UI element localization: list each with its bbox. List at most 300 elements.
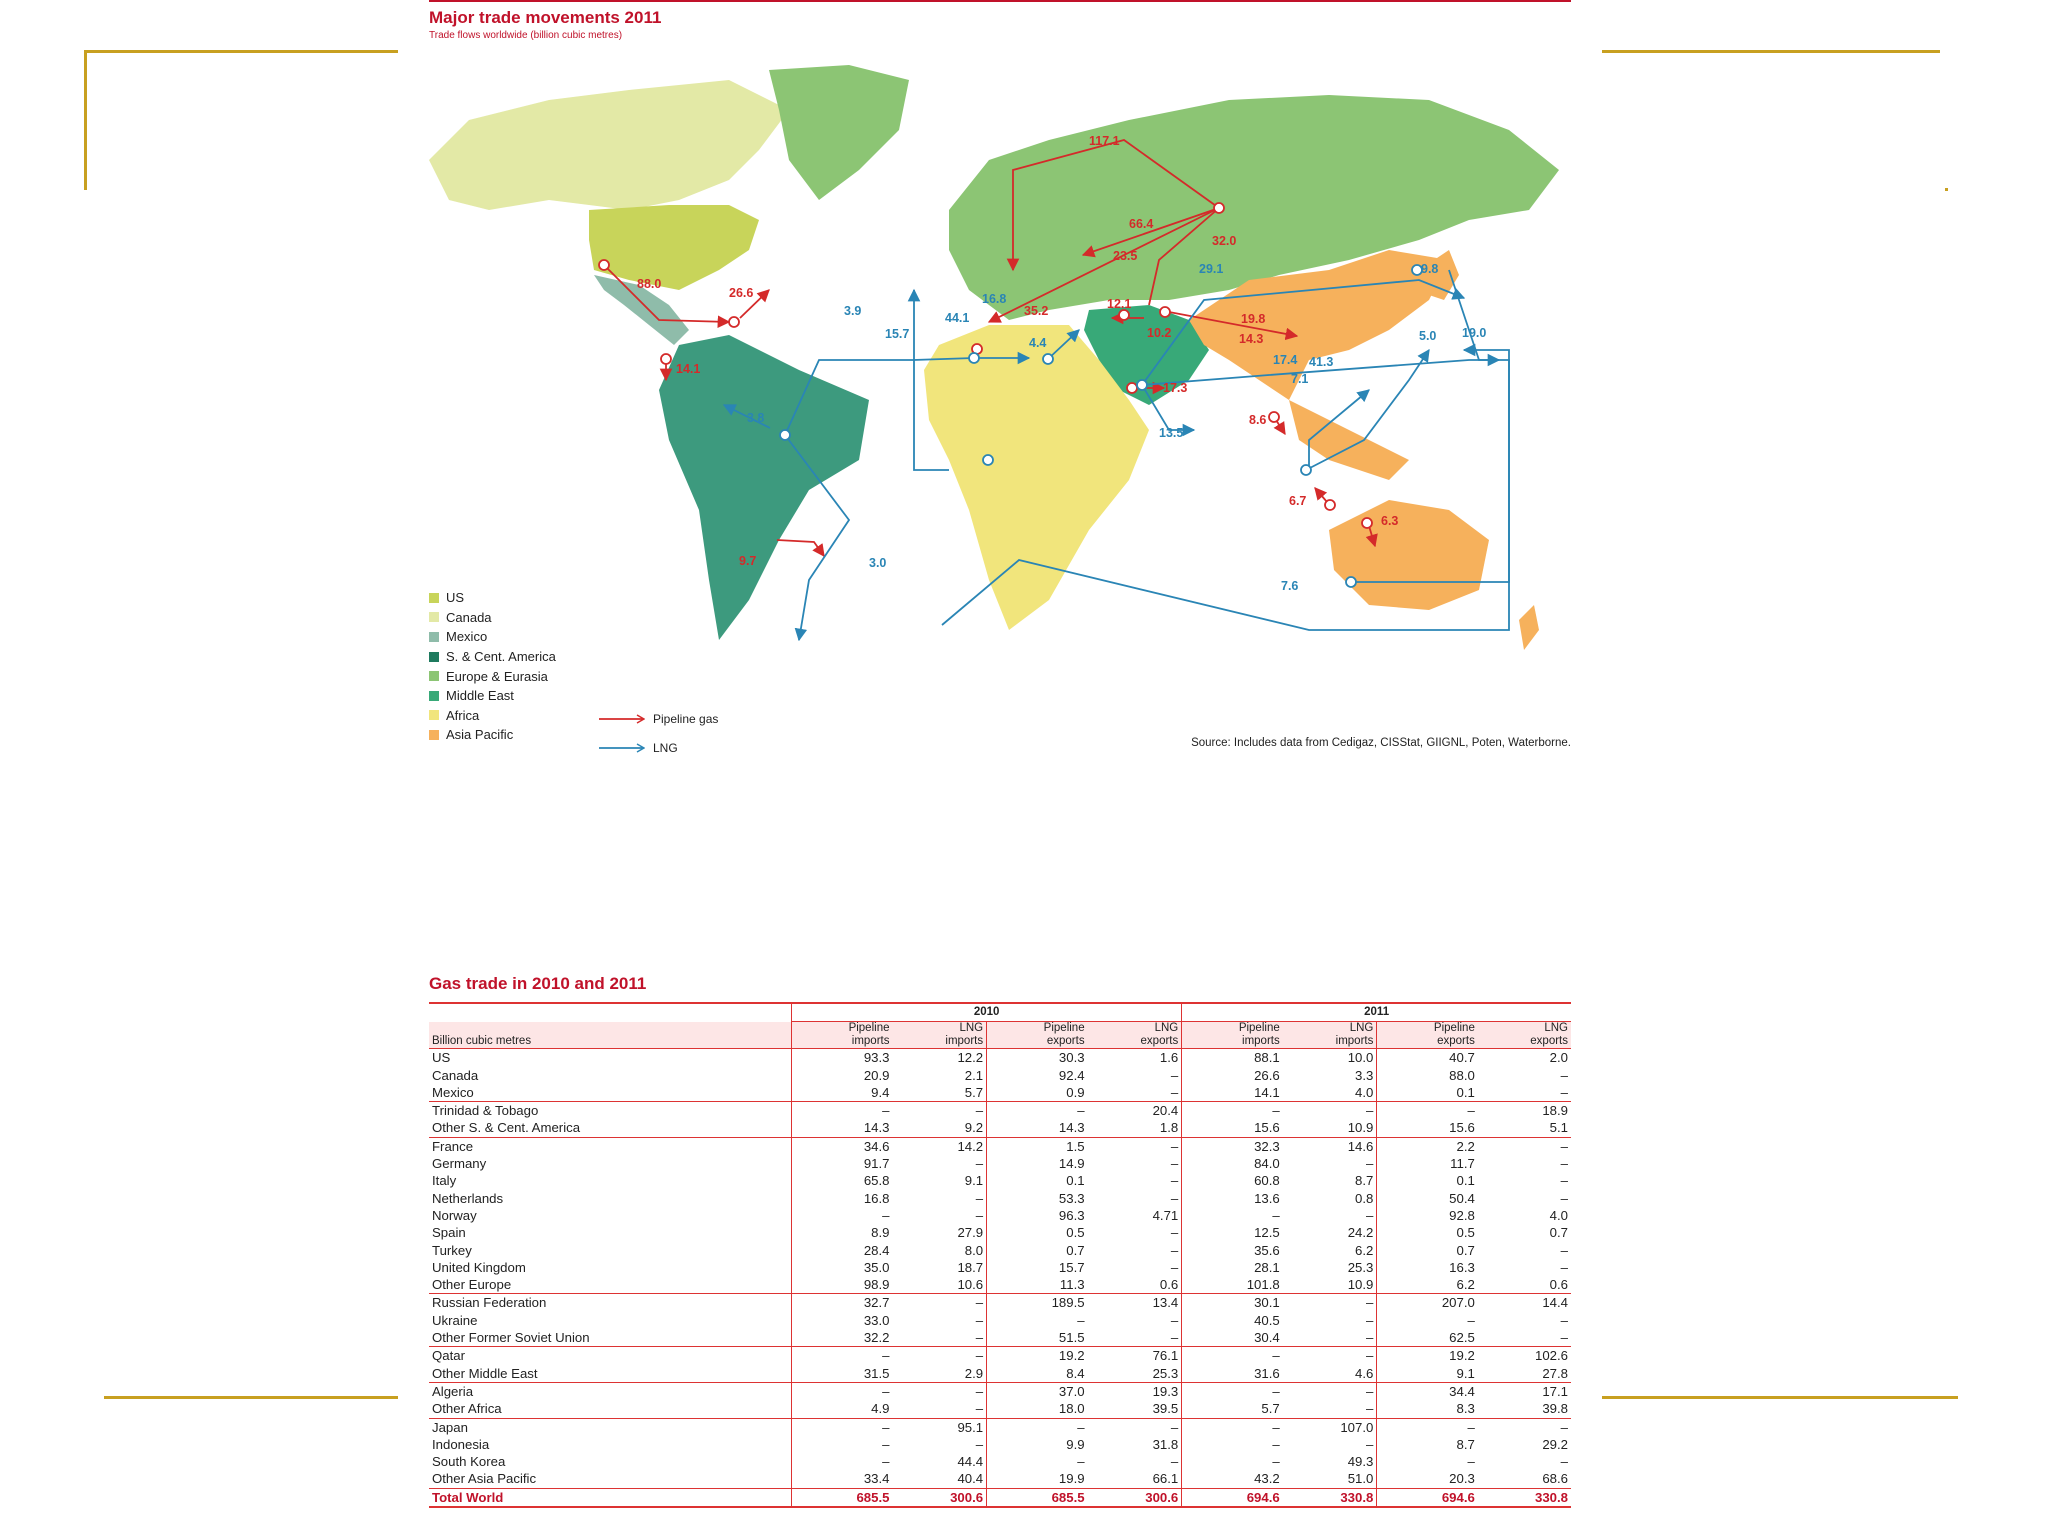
table-cell: 66.1 xyxy=(1152,1471,1179,1487)
table-cell: 88.0 xyxy=(1377,1067,1478,1084)
table-row xyxy=(429,1294,1571,1312)
table-cell: 0.5 xyxy=(987,1224,1088,1241)
table-cell: 16.3 xyxy=(1377,1259,1478,1276)
table-cell: – xyxy=(1560,1259,1568,1275)
flow-label: 12.1 xyxy=(1107,297,1132,311)
table-cell: 685.5 xyxy=(987,1488,1088,1507)
table-cell: 68.6 xyxy=(1542,1471,1568,1487)
table-cell: 5.1 xyxy=(1549,1120,1568,1136)
table-cell: 3.3 xyxy=(1355,1067,1374,1083)
table-cell: – xyxy=(1170,1173,1179,1189)
table-cell: 300.6 xyxy=(892,1488,986,1507)
table-cell: 96.3 xyxy=(987,1207,1088,1224)
decorative-dot-right xyxy=(1945,188,1948,191)
table-cell: 14.3 xyxy=(987,1119,1088,1137)
table-cell: 8.4 xyxy=(987,1365,1088,1383)
flow-label: 19.0 xyxy=(1462,326,1487,340)
table-cell: 34.4 xyxy=(1377,1382,1478,1400)
table-cell: – xyxy=(1366,1312,1374,1328)
table-cell: – xyxy=(1377,1453,1478,1470)
table-row xyxy=(429,1312,1571,1329)
flow-label: 29.1 xyxy=(1199,262,1224,276)
table-cell: 98.9 xyxy=(792,1276,893,1294)
table-cell: 27.9 xyxy=(957,1225,984,1241)
row-label: Trinidad & Tobago xyxy=(429,1102,792,1120)
table-cell: – xyxy=(975,1312,984,1328)
table-cell: 9.4 xyxy=(792,1084,893,1102)
table-cell: 14.1 xyxy=(1182,1084,1283,1102)
flow-label: 3.8 xyxy=(747,411,765,425)
table-row xyxy=(429,1347,1571,1365)
row-label: France xyxy=(429,1137,792,1155)
region-new-zealand xyxy=(1519,605,1539,650)
column-header: Pipeline exports xyxy=(1377,1022,1478,1049)
row-label: Germany xyxy=(432,1156,487,1172)
legend-item-lng xyxy=(599,733,718,762)
row-label: Indonesia xyxy=(432,1436,490,1452)
table-cell: 27.8 xyxy=(1542,1365,1568,1381)
table-cell: 40.7 xyxy=(1377,1049,1478,1067)
table-cell: 19.2 xyxy=(1377,1347,1478,1365)
legend-item-middle-east xyxy=(429,686,556,706)
flow-label: 6.3 xyxy=(1381,514,1399,528)
table-row xyxy=(429,1488,1571,1507)
table-cell: 101.8 xyxy=(1182,1276,1283,1294)
map-subtitle: Trade flows worldwide (billion cubic metres) xyxy=(429,30,623,41)
table-cell: 107.0 xyxy=(1283,1418,1377,1436)
table-cell: – xyxy=(975,1190,984,1206)
flow-label: 6.7 xyxy=(1289,494,1307,508)
table-row xyxy=(429,1084,1571,1102)
table-cell: 35.6 xyxy=(1182,1242,1283,1259)
legend-label: Mexico xyxy=(446,629,488,645)
map-source-note: Source: Includes data from Cedigaz, CISStat, GIIGNL, Poten, Waterborne. xyxy=(1191,737,1571,749)
table-cell: 19.9 xyxy=(987,1470,1088,1488)
table-cell: – xyxy=(1478,1137,1571,1155)
legend-swatch xyxy=(429,593,439,603)
table-cell: 34.6 xyxy=(792,1137,893,1155)
table-cell: – xyxy=(1560,1312,1568,1328)
table-cell: 15.6 xyxy=(1377,1119,1478,1137)
row-label: Turkey xyxy=(432,1242,472,1258)
table-cell: – xyxy=(892,1347,986,1365)
table-cell: 19.3 xyxy=(1088,1382,1182,1400)
flow-label: 32.0 xyxy=(1212,234,1237,248)
table-cell: 0.1 xyxy=(1377,1172,1478,1189)
column-header: LNG imports xyxy=(945,1022,984,1048)
table-cell: – xyxy=(1170,1454,1179,1470)
legend-item-us xyxy=(429,588,556,608)
flow-label: 5.0 xyxy=(1419,329,1437,343)
row-label: Other Middle East xyxy=(432,1365,538,1381)
table-cell: 35.0 xyxy=(792,1259,893,1276)
table-cell: 102.6 xyxy=(1478,1347,1571,1365)
table-cell: 9.1 xyxy=(1377,1365,1478,1383)
row-label: Italy xyxy=(432,1173,457,1189)
table-cell: – xyxy=(892,1382,986,1400)
table-row xyxy=(429,1470,1571,1488)
flow-label: 88.0 xyxy=(637,277,662,291)
table-year-header-row xyxy=(429,1003,1571,1022)
flow-label: 19.8 xyxy=(1241,312,1266,326)
table-cell: – xyxy=(1478,1418,1571,1436)
table-cell: 30.3 xyxy=(987,1049,1088,1067)
map-title: Major trade movements 2011 xyxy=(429,8,662,27)
table-cell: 92.4 xyxy=(987,1067,1088,1084)
flow-label: 14.3 xyxy=(1239,332,1264,346)
table-cell: 685.5 xyxy=(792,1488,893,1507)
row-label: United Kingdom xyxy=(432,1259,526,1275)
row-label: Qatar xyxy=(429,1347,792,1365)
table-cell: 0.5 xyxy=(1377,1224,1478,1241)
table-cell: – xyxy=(1182,1453,1283,1470)
flow-label: 66.4 xyxy=(1129,217,1154,231)
table-row xyxy=(429,1242,1571,1259)
table-cell: 18.7 xyxy=(957,1259,984,1275)
flow-type-legend xyxy=(599,704,718,762)
table-cell: 18.9 xyxy=(1478,1102,1571,1120)
row-label: Other S. & Cent. America xyxy=(432,1120,581,1136)
legend-item-asia-pacific xyxy=(429,725,556,745)
flow-label: 9.7 xyxy=(739,554,757,568)
region-us xyxy=(589,205,759,290)
table-cell: – xyxy=(1283,1102,1377,1120)
table-row xyxy=(429,1382,1571,1400)
table-row xyxy=(429,1365,1571,1383)
table-cell: – xyxy=(1170,1225,1179,1241)
legend-label: S. & Cent. America xyxy=(446,649,556,665)
legend-label: Pipeline gas xyxy=(653,711,719,726)
table-cell: 694.6 xyxy=(1377,1488,1478,1507)
table-cell: – xyxy=(1377,1312,1478,1329)
table-cell: 0.7 xyxy=(1549,1225,1568,1241)
table-cell: 13.6 xyxy=(1182,1190,1283,1207)
table-cell: 43.2 xyxy=(1182,1470,1283,1488)
table-cell: – xyxy=(1170,1067,1179,1083)
table-row xyxy=(429,1155,1571,1172)
legend-item-south-central-america xyxy=(429,647,556,667)
table-cell: – xyxy=(1560,1173,1568,1189)
column-header: LNG exports xyxy=(1530,1022,1568,1048)
legend-item-pipeline xyxy=(599,704,718,733)
table-cell: 1.6 xyxy=(1088,1049,1182,1067)
table-cell: 65.8 xyxy=(792,1172,893,1189)
table-cell: 0.7 xyxy=(1377,1242,1478,1259)
table-cell: 62.5 xyxy=(1377,1329,1478,1347)
table-cell: 330.8 xyxy=(1478,1488,1571,1507)
table-cell: 31.6 xyxy=(1182,1365,1283,1383)
gas-trade-table xyxy=(429,1002,1571,1508)
legend-item-canada xyxy=(429,608,556,628)
table-cell: – xyxy=(792,1436,893,1453)
column-header: LNG imports xyxy=(1335,1022,1374,1048)
table-cell: 15.7 xyxy=(987,1259,1088,1276)
flow-label: 13.5 xyxy=(1159,426,1184,440)
legend-item-mexico xyxy=(429,627,556,647)
flow-label: 7.1 xyxy=(1291,372,1309,386)
table-cell: – xyxy=(1366,1207,1374,1223)
table-cell: 300.6 xyxy=(1088,1488,1182,1507)
table-cell: 31.8 xyxy=(1152,1436,1179,1452)
legend-swatch xyxy=(429,730,439,740)
table-cell: 5.7 xyxy=(1182,1400,1283,1418)
table-cell: 51.0 xyxy=(1347,1471,1374,1487)
row-label: Canada xyxy=(432,1067,479,1083)
table-cell: 8.3 xyxy=(1377,1400,1478,1418)
table-cell: – xyxy=(792,1207,893,1224)
table-cell: 40.4 xyxy=(957,1471,984,1487)
table-cell: – xyxy=(1182,1207,1283,1224)
flow-label: 44.1 xyxy=(945,311,970,325)
table-cell: 10.0 xyxy=(1283,1049,1377,1067)
table-row xyxy=(429,1436,1571,1453)
legend-item-africa xyxy=(429,706,556,726)
table-cell: 32.2 xyxy=(792,1329,893,1347)
legend-label: Canada xyxy=(446,609,492,625)
flow-label: 14.1 xyxy=(676,362,701,376)
table-cell: 9.9 xyxy=(987,1436,1088,1453)
table-cell: 14.4 xyxy=(1478,1294,1571,1312)
flow-label: 3.0 xyxy=(869,556,887,570)
table-cell: 49.3 xyxy=(1347,1454,1374,1470)
flow-label: 41.3 xyxy=(1309,355,1334,369)
table-cell: 30.4 xyxy=(1182,1329,1283,1347)
table-cell: 0.8 xyxy=(1355,1190,1374,1206)
table-cell: 15.6 xyxy=(1182,1119,1283,1137)
table-cell: – xyxy=(1366,1156,1374,1172)
table-cell: 0.6 xyxy=(1549,1277,1568,1293)
table-cell: 29.2 xyxy=(1542,1436,1568,1452)
table-cell: – xyxy=(792,1382,893,1400)
table-cell: 17.1 xyxy=(1478,1382,1571,1400)
table-cell: – xyxy=(892,1294,986,1312)
table-cell: – xyxy=(1182,1347,1283,1365)
table-cell: – xyxy=(1283,1347,1377,1365)
table-cell: – xyxy=(1283,1382,1377,1400)
column-header: Pipeline imports xyxy=(1182,1022,1283,1049)
legend-swatch xyxy=(429,612,439,622)
table-cell: 51.5 xyxy=(987,1329,1088,1347)
table-cell: 4.0 xyxy=(1549,1207,1568,1223)
table-cell: 1.5 xyxy=(987,1137,1088,1155)
table-cell: – xyxy=(975,1156,984,1172)
row-label: Other Europe xyxy=(432,1277,512,1293)
column-header: LNG exports xyxy=(1140,1022,1179,1048)
row-label: Other Asia Pacific xyxy=(432,1471,537,1487)
row-label: US xyxy=(429,1049,792,1067)
flow-label: 10.2 xyxy=(1147,326,1172,340)
year-2010-header: 2010 xyxy=(792,1003,1182,1022)
table-cell: 40.5 xyxy=(1182,1312,1283,1329)
flow-label: 3.9 xyxy=(844,304,862,318)
table-cell: – xyxy=(1560,1156,1568,1172)
table-cell: 14.2 xyxy=(892,1137,986,1155)
decorative-rule-left-vertical xyxy=(84,50,87,190)
table-cell: 53.3 xyxy=(987,1190,1088,1207)
table-cell: – xyxy=(892,1102,986,1120)
column-header: Pipeline imports xyxy=(792,1022,893,1049)
table-row xyxy=(429,1190,1571,1207)
row-label: Other Africa xyxy=(432,1401,502,1417)
row-label: Total World xyxy=(429,1488,792,1507)
row-label: Norway xyxy=(432,1207,477,1223)
table-cell: 28.4 xyxy=(792,1242,893,1259)
pipeline-arrow-icon xyxy=(599,714,645,724)
table-cell: 33.0 xyxy=(792,1312,893,1329)
table-cell: – xyxy=(1170,1330,1179,1346)
table-cell: 5.7 xyxy=(964,1084,984,1100)
table-row xyxy=(429,1172,1571,1189)
table-column-header-row xyxy=(429,1022,1571,1049)
table-cell: – xyxy=(987,1312,1088,1329)
table-cell: 4.9 xyxy=(792,1400,893,1418)
legend-label: Middle East xyxy=(446,688,514,704)
flow-label: 4.4 xyxy=(1029,336,1047,350)
table-cell: 10.9 xyxy=(1347,1277,1374,1293)
table-cell: 8.0 xyxy=(964,1242,984,1258)
row-label: Mexico xyxy=(432,1084,474,1100)
table-cell: – xyxy=(987,1102,1088,1120)
legend-swatch xyxy=(429,691,439,701)
map-header-rule xyxy=(429,0,1571,2)
table-cell: – xyxy=(1088,1418,1182,1436)
table-cell: 6.2 xyxy=(1377,1276,1478,1294)
flow-label: 17.4 xyxy=(1273,353,1298,367)
table-cell: 12.2 xyxy=(892,1049,986,1067)
table-cell: – xyxy=(792,1102,893,1120)
table-cell: – xyxy=(1366,1330,1374,1346)
table-cell: 4.71 xyxy=(1152,1207,1179,1223)
table-cell: 8.7 xyxy=(1355,1173,1374,1189)
table-cell: 44.4 xyxy=(957,1454,984,1470)
table-cell: – xyxy=(1366,1401,1374,1417)
flow-label: 23.5 xyxy=(1113,249,1138,263)
table-cell: – xyxy=(1182,1418,1283,1436)
table-cell: 16.8 xyxy=(792,1190,893,1207)
table-cell: 37.0 xyxy=(987,1382,1088,1400)
region-australia xyxy=(1329,500,1489,610)
table-cell: – xyxy=(792,1418,893,1436)
table-title: Gas trade in 2010 and 2011 xyxy=(429,974,647,993)
table-row xyxy=(429,1137,1571,1155)
table-cell: 9.2 xyxy=(964,1120,984,1136)
table-cell: 2.1 xyxy=(964,1067,984,1083)
table-cell: 6.2 xyxy=(1355,1242,1374,1258)
table-cell: 0.1 xyxy=(987,1172,1088,1189)
region-greenland xyxy=(769,65,909,200)
world-map xyxy=(429,60,1571,700)
table-cell: 25.3 xyxy=(1347,1259,1374,1275)
row-label: Russian Federation xyxy=(429,1294,792,1312)
table-cell: – xyxy=(1377,1102,1478,1120)
table-cell: 8.9 xyxy=(792,1224,893,1241)
table-row xyxy=(429,1400,1571,1418)
row-label: Japan xyxy=(429,1418,792,1436)
flow-label: 17.3 xyxy=(1163,381,1188,395)
table-cell: 25.3 xyxy=(1152,1365,1179,1381)
table-cell: – xyxy=(1560,1067,1568,1083)
table-cell: 76.1 xyxy=(1088,1347,1182,1365)
flow-label: 8.6 xyxy=(1249,413,1267,427)
table-cell: 31.5 xyxy=(792,1365,893,1383)
table-cell: 32.7 xyxy=(792,1294,893,1312)
table-cell: 2.0 xyxy=(1478,1049,1571,1067)
row-label: Algeria xyxy=(429,1382,792,1400)
table-cell: 694.6 xyxy=(1182,1488,1283,1507)
decorative-rule-top-left xyxy=(84,50,398,53)
table-cell: 39.8 xyxy=(1542,1401,1568,1417)
table-cell: 60.8 xyxy=(1182,1172,1283,1189)
row-label: South Korea xyxy=(432,1454,506,1470)
table-cell: 33.4 xyxy=(792,1470,893,1488)
table-body xyxy=(429,1049,1571,1507)
flow-label: 26.6 xyxy=(729,286,754,300)
table-cell: 92.8 xyxy=(1377,1207,1478,1224)
table-cell: – xyxy=(1088,1137,1182,1155)
row-label: Netherlands xyxy=(432,1190,504,1206)
flow-label: 35.2 xyxy=(1024,304,1049,318)
table-cell: 10.6 xyxy=(957,1277,984,1293)
flow-label: 7.6 xyxy=(1281,579,1299,593)
region-south-america xyxy=(659,335,869,640)
table-cell: – xyxy=(1560,1190,1568,1206)
legend-swatch xyxy=(429,710,439,720)
table-cell: – xyxy=(1170,1084,1179,1100)
table-row xyxy=(429,1453,1571,1470)
table-cell: 84.0 xyxy=(1182,1155,1283,1172)
decorative-rule-bottom-left xyxy=(104,1396,398,1399)
table-cell: – xyxy=(1560,1330,1568,1346)
table-cell: 91.7 xyxy=(792,1155,893,1172)
legend-label: Europe & Eurasia xyxy=(446,668,548,684)
column-header: Pipeline exports xyxy=(987,1022,1088,1049)
table-cell: – xyxy=(975,1330,984,1346)
table-cell: 30.1 xyxy=(1182,1294,1283,1312)
table-cell: 12.5 xyxy=(1182,1224,1283,1241)
table-cell: – xyxy=(975,1436,984,1452)
table-cell: 11.7 xyxy=(1377,1155,1478,1172)
table-cell: 10.9 xyxy=(1347,1120,1374,1136)
table-cell: 50.4 xyxy=(1377,1190,1478,1207)
table-cell: 24.2 xyxy=(1347,1225,1374,1241)
gas-trade-table-panel xyxy=(429,970,1571,1536)
table-cell: 0.9 xyxy=(987,1084,1088,1102)
table-row xyxy=(429,1329,1571,1347)
legend-label: Asia Pacific xyxy=(446,727,514,743)
table-row xyxy=(429,1259,1571,1276)
table-cell: – xyxy=(792,1347,893,1365)
table-cell: – xyxy=(1182,1382,1283,1400)
table-row xyxy=(429,1418,1571,1436)
table-cell: 19.2 xyxy=(987,1347,1088,1365)
table-cell: – xyxy=(1377,1418,1478,1436)
table-cell: 0.1 xyxy=(1377,1084,1478,1102)
table-cell: 4.6 xyxy=(1355,1365,1374,1381)
table-cell: – xyxy=(1170,1242,1179,1258)
table-cell: – xyxy=(1560,1084,1568,1100)
table-row xyxy=(429,1049,1571,1067)
table-cell: – xyxy=(1170,1190,1179,1206)
legend-swatch xyxy=(429,632,439,642)
table-row xyxy=(429,1207,1571,1224)
table-cell: – xyxy=(1283,1294,1377,1312)
table-cell: 11.3 xyxy=(987,1276,1088,1294)
flow-label: 117.1 xyxy=(1089,134,1120,148)
table-cell: – xyxy=(987,1418,1088,1436)
table-cell: 39.5 xyxy=(1152,1401,1179,1417)
table-cell: 207.0 xyxy=(1377,1294,1478,1312)
table-cell: 20.3 xyxy=(1377,1470,1478,1488)
